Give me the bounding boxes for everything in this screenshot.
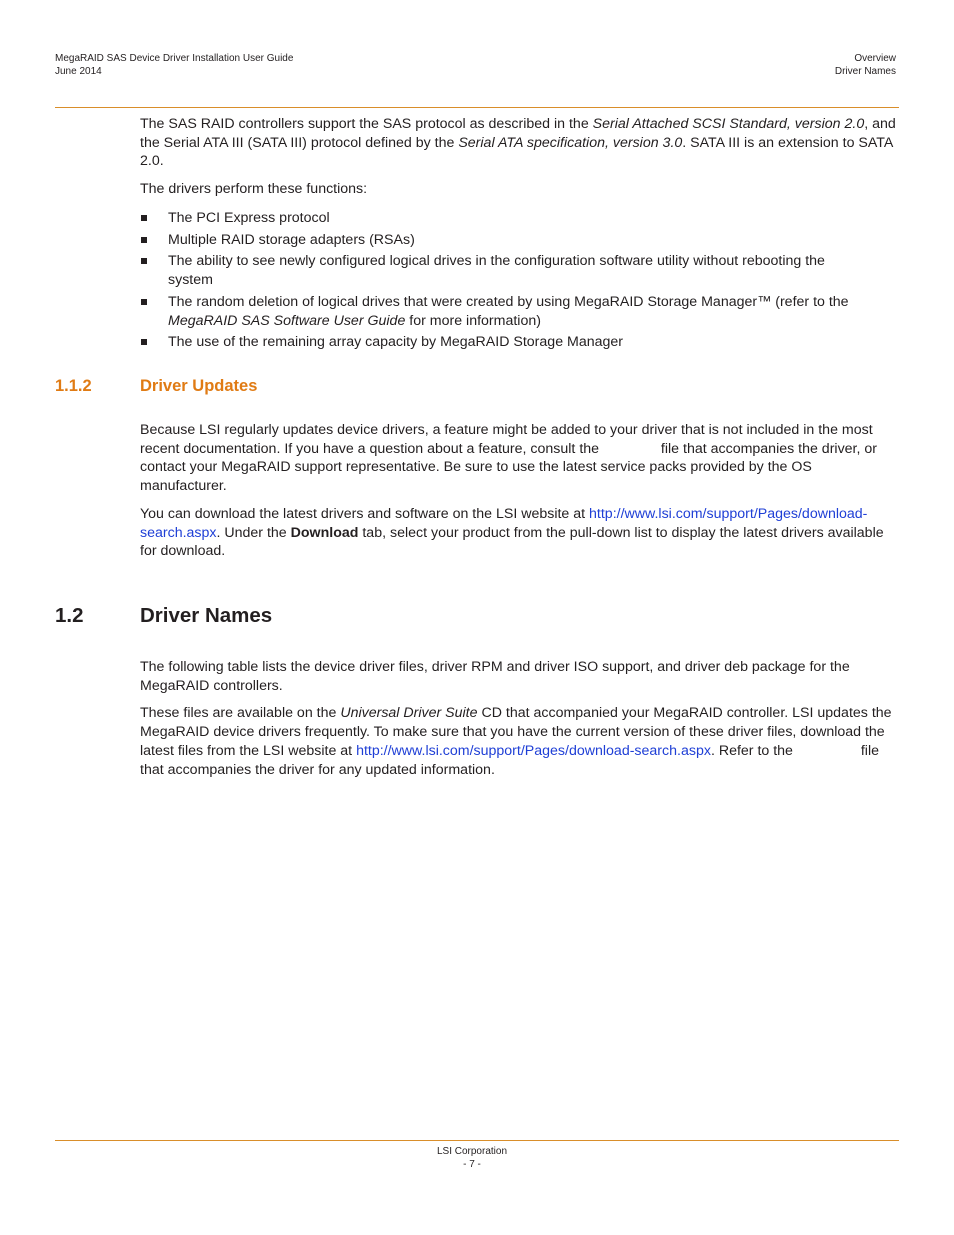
page-footer [0, 1146, 944, 1171]
list-item: The ability to see newly configured logical drives in the configuration software utility without rebooting the system [140, 252, 848, 289]
intro-section [140, 115, 900, 199]
driver-names-paragraph-1: The following table lists the device driver files, driver RPM and driver ISO support, and driver deb package for the MegaRAID controllers. [140, 659, 850, 694]
section-number: 1.2 [55, 604, 84, 627]
square-bullet-icon [141, 237, 147, 243]
functions-list [140, 209, 880, 352]
square-bullet-icon [141, 258, 147, 264]
lsi-download-link[interactable]: http://www.lsi.com/support/Pages/download-search.aspx [140, 505, 868, 541]
section-title: Driver Updates [140, 377, 258, 395]
document-title: MegaRAID SAS Device Driver Installation User Guide [55, 53, 294, 64]
section-number: 1.1.2 [55, 377, 92, 395]
square-bullet-icon [141, 299, 147, 305]
intro-paragraph-1: The SAS RAID controllers support the SAS protocol as described in the Serial Attached SCSI Standard, version 2.0, and the Serial ATA III (SATA III) protocol defined by the Serial ATA specification, version 3.0. SATA III is an extension to SATA 2.0. [140, 116, 896, 170]
list-item: Multiple RAID storage adapters (RSAs) [140, 231, 880, 250]
footer-company: LSI Corporation [436, 1146, 508, 1157]
page-number: - 7 - [463, 1158, 481, 1170]
intro-paragraph-2: The drivers perform these functions: [140, 181, 368, 198]
square-bullet-icon [141, 339, 147, 345]
list-item: The random deletion of logical drives that were created by using MegaRAID Storage Manager™ (refer to the MegaRAID SAS Software User Guide for more information) [140, 293, 880, 330]
lsi-download-link[interactable]: http://www.lsi.com/support/Pages/download-search.aspx [356, 742, 711, 759]
list-item: The use of the remaining array capacity by MegaRAID Storage Manager [140, 333, 880, 352]
running-header-left [55, 53, 293, 78]
driver-names-body [140, 658, 898, 779]
list-item: The PCI Express protocol [140, 209, 880, 228]
driver-updates-body [140, 421, 898, 561]
driver-updates-paragraph-1: Because LSI regularly updates device drivers, a feature might be added to your driver that is not included in the most recent documentation. If you have a question about a feature, consult the file that accompanies the driver, or contact your MegaRAID support representative. Be sure to use the latest service packs provided by the OS manufacturer. [140, 422, 878, 495]
chapter-name: Overview [854, 53, 896, 64]
driver-updates-paragraph-2: You can download the latest drivers and software on the LSI website at http://www.lsi.com/support/Pages/download-search.aspx. Under the Download tab, select your product from the pull-down list to display the latest drivers available for download. [140, 505, 884, 560]
header-rule [55, 107, 899, 108]
driver-names-paragraph-2: These files are available on the Universal Driver Suite CD that accompanied your MegaRAID controller. LSI updates the MegaRAID device drivers frequently. To make sure that you have the current version of these driver files, download the latest files from the LSI website at http://www.lsi.com/support/Pages/download-search.aspx. Refer to the file that accompanies the driver for any updated information. [140, 705, 892, 778]
running-header-right [835, 53, 896, 78]
section-name: Driver Names [834, 65, 896, 77]
document-date: June 2014 [55, 65, 102, 77]
section-title: Driver Names [140, 604, 273, 627]
square-bullet-icon [141, 215, 147, 221]
footer-rule [55, 1140, 899, 1141]
